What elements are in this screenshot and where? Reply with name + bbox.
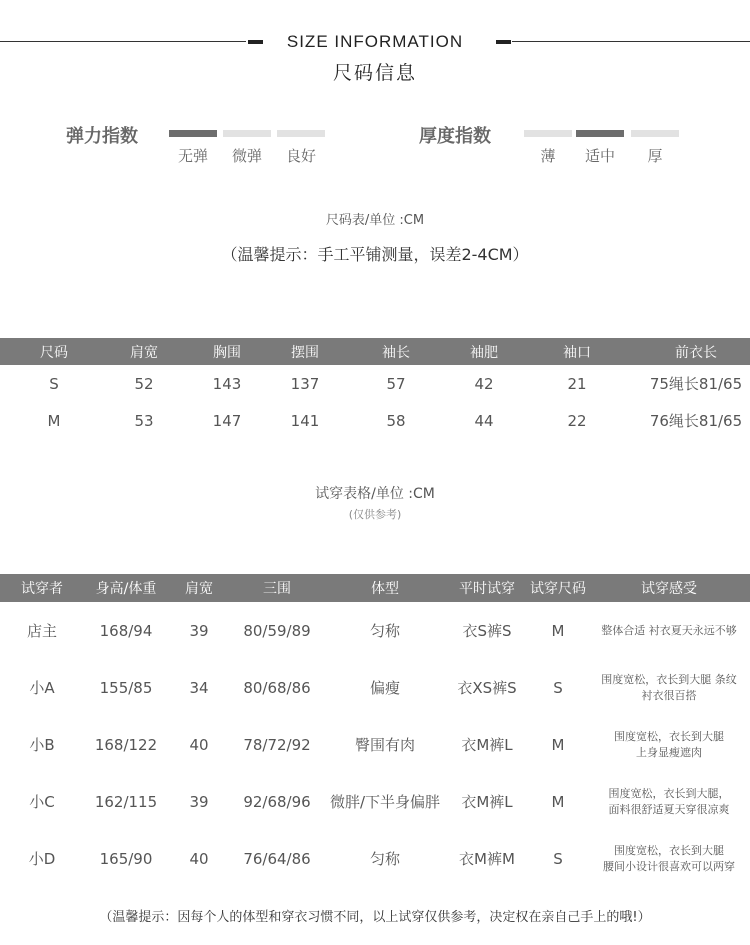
thickness-bar-1: [524, 130, 572, 137]
table-cell: 58: [386, 411, 406, 430]
column-header: 试穿者: [21, 581, 63, 597]
fit-feedback-cell: [588, 602, 750, 659]
table-cell: 76/64/86: [243, 849, 311, 868]
elasticity-bar-3: [277, 130, 325, 137]
table-cell: M: [551, 735, 565, 754]
table-cell: 衣M裤L: [461, 793, 513, 811]
table-row: [0, 402, 750, 439]
table-cell: 21: [567, 374, 587, 393]
table-cell: 44: [474, 411, 494, 430]
fit-feedback-line: 围度宽松，衣长到大腿，: [608, 786, 730, 800]
fit-feedback-line: 围度宽松，衣长到大腿 条纹: [601, 672, 737, 686]
table-cell: S: [553, 849, 563, 868]
size-chart-caption: 尺码表/单位 :CM: [325, 213, 425, 228]
table-cell: 微胖/下半身偏胖: [329, 793, 441, 811]
fit-feedback-line: 上身显瘦遮肉: [636, 745, 702, 759]
table-cell: 39: [189, 792, 209, 811]
column-header: 三围: [263, 581, 291, 597]
table-cell: 衣M裤L: [461, 736, 513, 754]
table-cell: 80/68/86: [243, 678, 311, 697]
page-title-cn: 尺码信息: [332, 62, 417, 84]
table-row: [0, 602, 750, 659]
thickness-level-3: 厚: [647, 147, 663, 165]
header-dash-left: [248, 40, 263, 44]
thickness-bar-3: [631, 130, 679, 137]
column-header: 试穿尺码: [530, 581, 586, 597]
header-line-right: [512, 41, 750, 42]
fit-chart-caption: 试穿表格/单位 :CM: [315, 486, 435, 502]
column-header: 试穿感受: [641, 581, 697, 597]
table-cell: 147: [212, 411, 242, 430]
fit-feedback-cell: [588, 773, 750, 830]
fit-feedback-line: 腰间小设计很喜欢可以两穿: [603, 859, 735, 873]
column-header: 体型: [371, 581, 399, 597]
column-header: 胸围: [213, 344, 241, 361]
elasticity-label: 弹力指数: [66, 126, 138, 147]
table-row: [0, 365, 750, 402]
fit-feedback-cell: [588, 659, 750, 716]
column-header: 肩宽: [185, 581, 213, 597]
table-cell: 57: [386, 374, 406, 393]
column-header: 前衣长: [675, 344, 717, 361]
table-cell: 76绳长81/65: [649, 412, 743, 430]
fit-feedback-line: 衬衣很百搭: [641, 688, 697, 702]
thickness-level-2: 适中: [584, 147, 615, 165]
page-title-en: SIZE INFORMATION: [286, 32, 464, 51]
column-header: 摆围: [291, 344, 319, 361]
table-row: [0, 716, 750, 773]
table-cell: 衣S裤S: [462, 622, 512, 640]
table-cell: 80/59/89: [243, 621, 311, 640]
table-cell: 偏瘦: [369, 679, 400, 697]
header-line-left: [0, 41, 246, 42]
header-dash-right: [496, 40, 511, 44]
column-header: 肩宽: [130, 344, 158, 361]
column-header: 袖肥: [470, 344, 498, 361]
table-cell: M: [551, 621, 565, 640]
fit-feedback-line: 整体合适 衬衣夏天永远不够: [601, 623, 737, 637]
table-cell: 75绳长81/65: [649, 375, 743, 393]
table-cell: 匀称: [369, 622, 400, 640]
table-cell: 155/85: [99, 678, 153, 697]
fit-chart-note: (仅供参考): [348, 508, 402, 521]
thickness-label: 厚度指数: [419, 126, 491, 147]
table-cell: 53: [134, 411, 154, 430]
table-cell: 衣M裤M: [459, 850, 515, 868]
table-row: [0, 659, 750, 716]
elasticity-bar-2: [223, 130, 271, 137]
fit-table-header: [0, 574, 750, 602]
fit-feedback-line: 围度宽松，衣长到大腿: [614, 843, 724, 857]
elasticity-level-2: 微弹: [231, 147, 262, 165]
table-cell: 39: [189, 621, 209, 640]
table-cell: 店主: [26, 622, 57, 640]
table-cell: M: [551, 792, 565, 811]
table-cell: M: [47, 411, 61, 430]
table-cell: 40: [189, 735, 209, 754]
table-cell: 小A: [29, 679, 55, 697]
column-header: 身高/体重: [95, 581, 157, 597]
column-header: 袖口: [563, 344, 591, 361]
size-chart-tip: （温馨提示：手工平铺测量，误差2-4CM）: [221, 245, 529, 264]
thickness-bar-2: [576, 130, 624, 137]
elasticity-bar-1: [169, 130, 217, 137]
footer-tip: （温馨提示：因每个人的体型和穿衣习惯不同，以上试穿仅供参考，决定权在亲自己手上的哦!）: [99, 910, 651, 925]
fit-table-body: [0, 602, 750, 887]
table-cell: S: [49, 374, 59, 393]
table-row: [0, 830, 750, 887]
table-cell: 52: [134, 374, 154, 393]
column-header: 平时试穿: [459, 581, 515, 597]
size-table: [0, 338, 750, 439]
table-cell: 162/115: [94, 792, 158, 811]
thickness-level-1: 薄: [540, 147, 556, 165]
column-header: 袖长: [382, 344, 410, 361]
elasticity-level-1: 无弹: [177, 147, 208, 165]
fit-feedback-cell: [588, 716, 750, 773]
table-cell: 小B: [29, 736, 55, 754]
table-cell: 40: [189, 849, 209, 868]
table-cell: 78/72/92: [243, 735, 311, 754]
table-cell: 小C: [29, 793, 55, 811]
table-cell: 137: [290, 374, 320, 393]
table-cell: 衣XS裤S: [457, 679, 517, 697]
table-cell: 168/94: [99, 621, 153, 640]
table-cell: 34: [189, 678, 209, 697]
table-cell: 165/90: [99, 849, 153, 868]
table-cell: 141: [290, 411, 320, 430]
fit-table: [0, 574, 750, 887]
elasticity-level-3: 良好: [285, 147, 316, 165]
table-cell: 92/68/96: [243, 792, 311, 811]
fit-feedback-cell: [588, 830, 750, 887]
table-cell: 143: [212, 374, 242, 393]
table-cell: 匀称: [369, 850, 400, 868]
table-cell: 42: [474, 374, 494, 393]
table-cell: S: [553, 678, 563, 697]
table-cell: 168/122: [94, 735, 158, 754]
fit-feedback-line: 面料很舒适夏天穿很凉爽: [608, 802, 730, 816]
column-header: 尺码: [40, 344, 68, 361]
table-cell: 臀围有肉: [354, 736, 415, 754]
table-cell: 22: [567, 411, 587, 430]
table-row: [0, 773, 750, 830]
fit-feedback-line: 围度宽松，衣长到大腿: [614, 729, 724, 743]
size-table-header: [0, 338, 750, 365]
table-cell: 小D: [28, 850, 56, 868]
